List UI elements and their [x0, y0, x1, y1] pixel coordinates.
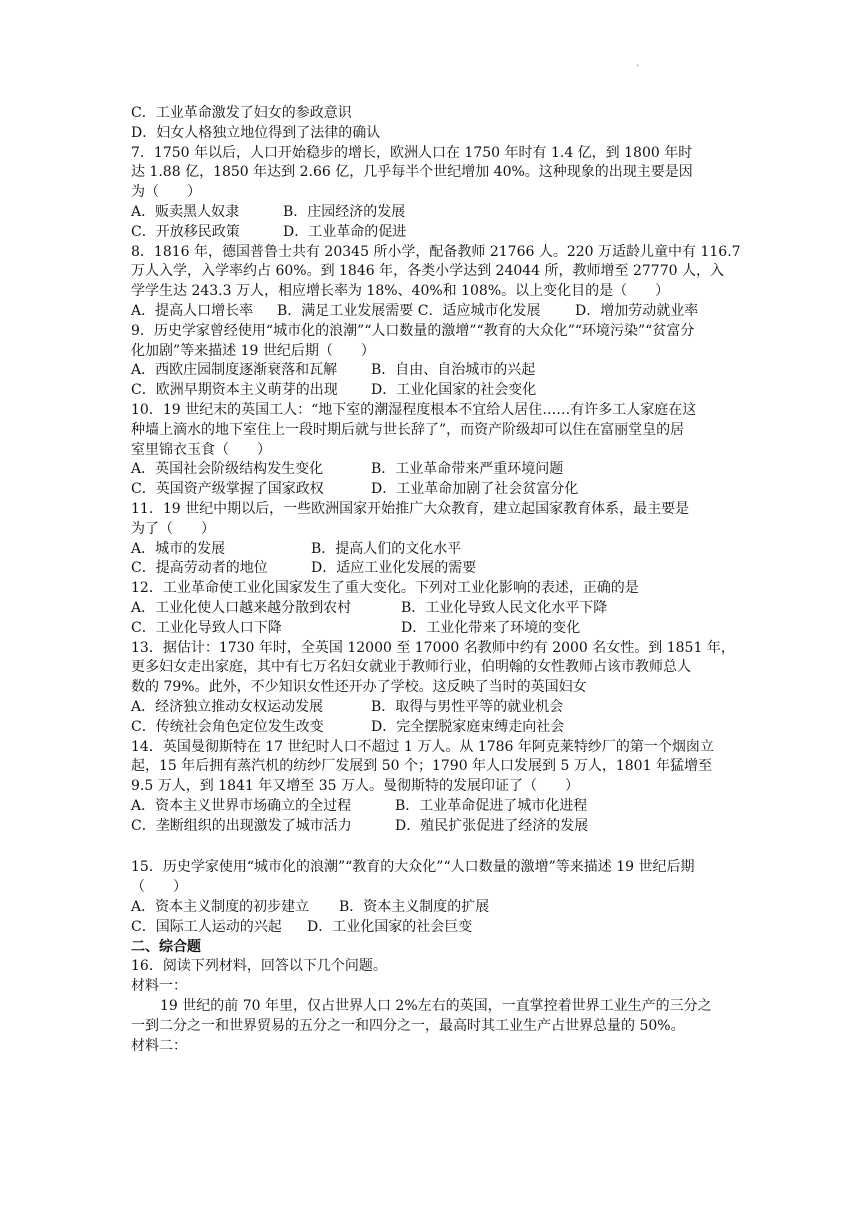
question-14-line: 14．英国曼彻斯特在 17 世纪时人口不超过 1 万人。从 1786 年阿克莱特纱厂的第一个烟囱立	[131, 738, 714, 755]
question-8-line: 万人入学，入学率约占 60%。到 1846 年，各类小学达到 24044 所，教师增至 27770 人，入	[131, 263, 724, 280]
header-mark: .	[636, 58, 640, 69]
material-one-text: 19 世纪的前 70 年里，仅占世界人口 2%左右的英国，一直掌控着世界工业生产的三分之	[160, 998, 712, 1015]
option-b: B．取得与男性平等的就业机会	[371, 698, 564, 715]
option-a: A．城市的发展	[131, 540, 226, 557]
question-15-line: （ ）	[131, 879, 187, 896]
question-11-line: 为了（ ）	[131, 520, 215, 537]
option-row	[131, 460, 731, 480]
option-b: B．工业化导致人民文化水平下降	[401, 599, 608, 616]
option-row	[131, 698, 731, 718]
option-b: B．提高人们的文化水平	[311, 540, 462, 557]
option-a: A．英国社会阶级结构发生变化	[131, 461, 324, 478]
question-10-line: 10．19 世纪末的英国工人：“地下室的潮湿程度根本不宜给人居住……有许多工人家庭在这	[131, 401, 697, 418]
option-row	[131, 619, 731, 639]
option-a: A．资本主义世界市场确立的全过程	[131, 797, 352, 814]
option-b: B．庄园经济的发展	[283, 203, 406, 220]
option-b: B．资本主义制度的扩展	[339, 899, 490, 916]
option-c: C．欧洲早期资本主义萌芽的出现	[131, 382, 338, 399]
option-row	[131, 223, 731, 243]
blank-line	[131, 836, 731, 858]
option-a: A．提高人口增长率	[131, 302, 254, 319]
option-c: C．提高劳动者的地位	[131, 560, 268, 577]
option-c: C．垄断组织的出现激发了城市活力	[131, 817, 352, 834]
material-one-text: 一到二分之一和世界贸易的五分之一和四分之一，最高时其工业生产占世界总量的 50%。	[131, 1017, 685, 1034]
question-7-line: 达 1.88 亿，1850 年达到 2.66 亿，几乎每半个世纪增加 40%。这种现象的出现主要是因	[131, 164, 693, 181]
question-14-line: 起，15 年后拥有蒸汽机的纺纱厂发展到 50 个；1790 年人口发展到 5 万人，1801 年猛增至	[131, 758, 712, 775]
option-b: B．自由、自治城市的兴起	[371, 362, 536, 379]
option-row	[131, 599, 731, 619]
option-c: C．国际工人运动的兴起	[131, 918, 282, 935]
option-d: D．增加劳动就业率	[575, 302, 699, 319]
option-d-prev: D．妇女人格独立地位得到了法律的确认	[131, 124, 381, 141]
option-d: D．工业化国家的社会变化	[371, 382, 537, 399]
material-two-label: 材料二：	[131, 1037, 187, 1054]
option-row	[131, 718, 731, 738]
option-d: D．工业化带来了环境的变化	[401, 619, 581, 636]
question-13-line: 数的 79%。此外，不少知识女性还开办了学校。这反映了当时的英国妇女	[131, 679, 587, 696]
question-9-line: 9．历史学家曾经使用“城市化的浪潮”“人口数量的激增”“教育的大众化”“环境污染”“贫富分	[131, 322, 695, 339]
option-row	[131, 540, 731, 560]
option-row	[131, 559, 731, 579]
question-11-line: 11．19 世纪中期以后，一些欧洲国家开始推广大众教育，建立起国家教育体系，最主要是	[131, 500, 690, 517]
material-one-label: 材料一：	[131, 978, 187, 995]
option-row	[131, 480, 731, 500]
option-d: D．工业化国家的社会巨变	[307, 918, 473, 935]
section-heading: 二、综合题	[131, 938, 201, 955]
option-row	[131, 817, 731, 837]
option-c-prev: C．工业革命激发了妇女的参政意识	[131, 105, 352, 121]
option-d: D．适应工业化发展的需要	[311, 560, 477, 577]
option-row	[131, 361, 731, 381]
option-row	[131, 302, 731, 322]
option-a: A．工业化使人口越来越分散到农村	[131, 599, 352, 616]
question-12-line: 12．工业革命使工业化国家发生了重大变化。下列对工业化影响的表述，正确的是	[131, 580, 639, 597]
question-8-line: 8．1816 年，德国普鲁士共有 20345 所小学，配备教师 21766 人。220 万适龄儿童中有 116.7	[131, 243, 741, 260]
question-14-line: 9.5 万人，到 1841 年又增至 35 万人。曼彻斯特的发展印证了（ ）	[131, 778, 579, 795]
option-row	[131, 797, 731, 817]
option-a: A．资本主义制度的初步建立	[131, 899, 310, 916]
option-b: B．工业革命带来严重环境问题	[371, 461, 564, 478]
option-b: B．工业革命促进了城市化进程	[395, 797, 588, 814]
option-c: C．传统社会角色定位发生改变	[131, 718, 324, 735]
option-d: D．完全摆脱家庭束缚走向社会	[371, 718, 565, 735]
option-c: C．英国资产级掌握了国家政权	[131, 481, 324, 498]
exam-content	[131, 104, 741, 1056]
option-c: C．开放移民政策	[131, 223, 240, 240]
option-d: D．殖民扩张促进了经济的发展	[395, 817, 589, 834]
option-a: A．经济独立推动女权运动发展	[131, 698, 324, 715]
option-row	[131, 898, 731, 918]
option-c: C．工业化导致人口下降	[131, 619, 282, 636]
question-9-line: 化加剧”等来描述 19 世纪后期（ ）	[131, 342, 375, 359]
question-8-line: 学学生达 243.3 万人，相应增长率为 18%、40%和 108%。以上变化目的是（ ）	[131, 283, 670, 300]
option-a: A．西欧庄园制度逐渐衰落和瓦解	[131, 362, 338, 379]
option-row	[131, 918, 731, 938]
option-row	[131, 203, 731, 223]
option-b-c: B．满足工业发展需要 C．适应城市化发展	[277, 302, 541, 319]
question-7-line: 7．1750 年以后，人口开始稳步的增长，欧洲人口在 1750 年时有 1.4 亿，到 1800 年时	[131, 144, 693, 161]
option-d: D．工业革命的促进	[283, 223, 407, 240]
question-10-line: 种墙上滴水的地下室住上一段时期后就与世长辞了”，而资产阶级却可以住在富丽堂皇的居	[131, 421, 685, 438]
question-16-line: 16．阅读下列材料，回答以下几个问题。	[131, 958, 387, 975]
option-d: D．工业革命加剧了社会贫富分化	[371, 481, 579, 498]
option-row	[131, 381, 731, 401]
question-15-line: 15．历史学家使用“城市化的浪潮”“教育的大众化”“人口数量的激增”等来描述 19 世纪后期	[131, 859, 695, 876]
option-a: A．贩卖黑人奴隶	[131, 203, 240, 220]
question-13-line: 13．据估计：1730 年时，全英国 12000 至 17000 名教师中约有 2000 名女性。到 1851 年，	[131, 639, 735, 656]
question-13-line: 更多妇女走出家庭，其中有七万名妇女就业于教师行业，伯明翰的女性教师占该市教师总人	[131, 659, 691, 676]
question-10-line: 室里锦衣玉食（ ）	[131, 441, 271, 458]
question-7-line: 为（ ）	[131, 184, 201, 201]
